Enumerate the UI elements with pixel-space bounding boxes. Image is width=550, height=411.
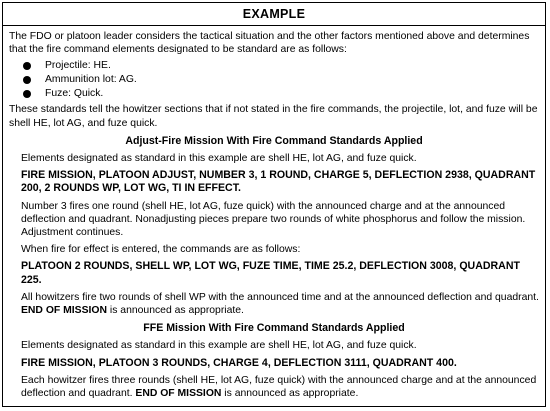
ffe-mission-elements: Elements designated as standard in this example are shell HE, lot AG, and fuze quick. [21,340,417,352]
ffe-mission-command: FIRE MISSION, PLATOON 3 ROUNDS, CHARGE 4, DEFLECTION 3111, QUADRANT 400. [21,356,457,369]
standards-list [9,59,539,101]
ffe-explanation-tail: is announced as appropriate. [107,305,244,317]
ffe-mission-heading: FFE Mission With Fire Command Standards Applied [143,322,405,335]
end-of-mission-label: END OF MISSION [135,388,222,400]
list-item [23,87,539,101]
example-content [3,26,545,400]
ffe-explanation [9,291,539,317]
end-of-mission-label: END OF MISSION [21,305,108,317]
ffe-entered-text: When fire for effect is entered, the commands are as follows: [21,244,301,256]
example-box [2,2,546,407]
ffe-mission-explanation-tail: is announced as appropriate. [221,388,359,400]
bullet-icon [23,62,31,70]
list-item-text: Ammunition lot: AG. [45,74,137,86]
bullet-icon [23,90,31,98]
ffe-command: PLATOON 2 ROUNDS, SHELL WP, LOT WG, FUZE TIME, TIME 25.2, DEFLECTION 3008, QUADRANT 225. [21,260,520,286]
list-item-text: Fuze: Quick. [45,88,104,100]
list-item [23,59,539,73]
ffe-mission-explanation-text: Each howitzer fires three rounds (shell HE, lot AG, fuze quick) with the announced charge and at the announced deflection and quadrant. [21,374,537,400]
adjust-fire-command: FIRE MISSION, PLATOON ADJUST, NUMBER 3, 1 ROUND, CHARGE 5, DEFLECTION 2938, QUADRANT 200, 2 ROUNDS WP, LOT WG, TI IN EFFECT. [21,169,536,195]
adjust-fire-elements: Elements designated as standard in this example are shell HE, lot AG, and fuze quick. [21,153,417,165]
intro-paragraph: The FDO or platoon leader considers the tactical situation and the other factors mentioned above and determines that the fire command elements designated to be standard are as follows: [9,31,530,56]
bullet-icon [23,76,31,84]
adjust-fire-heading: Adjust-Fire Mission With Fire Command Standards Applied [125,134,423,147]
list-item-text: Projectile: HE. [45,60,111,72]
ffe-explanation-text: All howitzers fire two rounds of shell WP with the announced time and at the announced deflection and quadrant. [21,291,539,303]
example-title: EXAMPLE [3,3,545,26]
standards-paragraph: These standards tell the howitzer sections that if not stated in the fire commands, the projectile, lot, and fuze will be shell HE, lot AG, and fuze quick. [9,104,538,129]
ffe-mission-explanation [9,374,539,400]
list-item [23,73,539,87]
adjust-fire-explanation: Number 3 fires one round (shell HE, lot AG, fuze quick) with the announced charge and at the announced deflection and quadrant. Nonadjusting pieces prepare two rounds of white phosphorus and follow the mission. Adjustment continues. [21,200,526,239]
